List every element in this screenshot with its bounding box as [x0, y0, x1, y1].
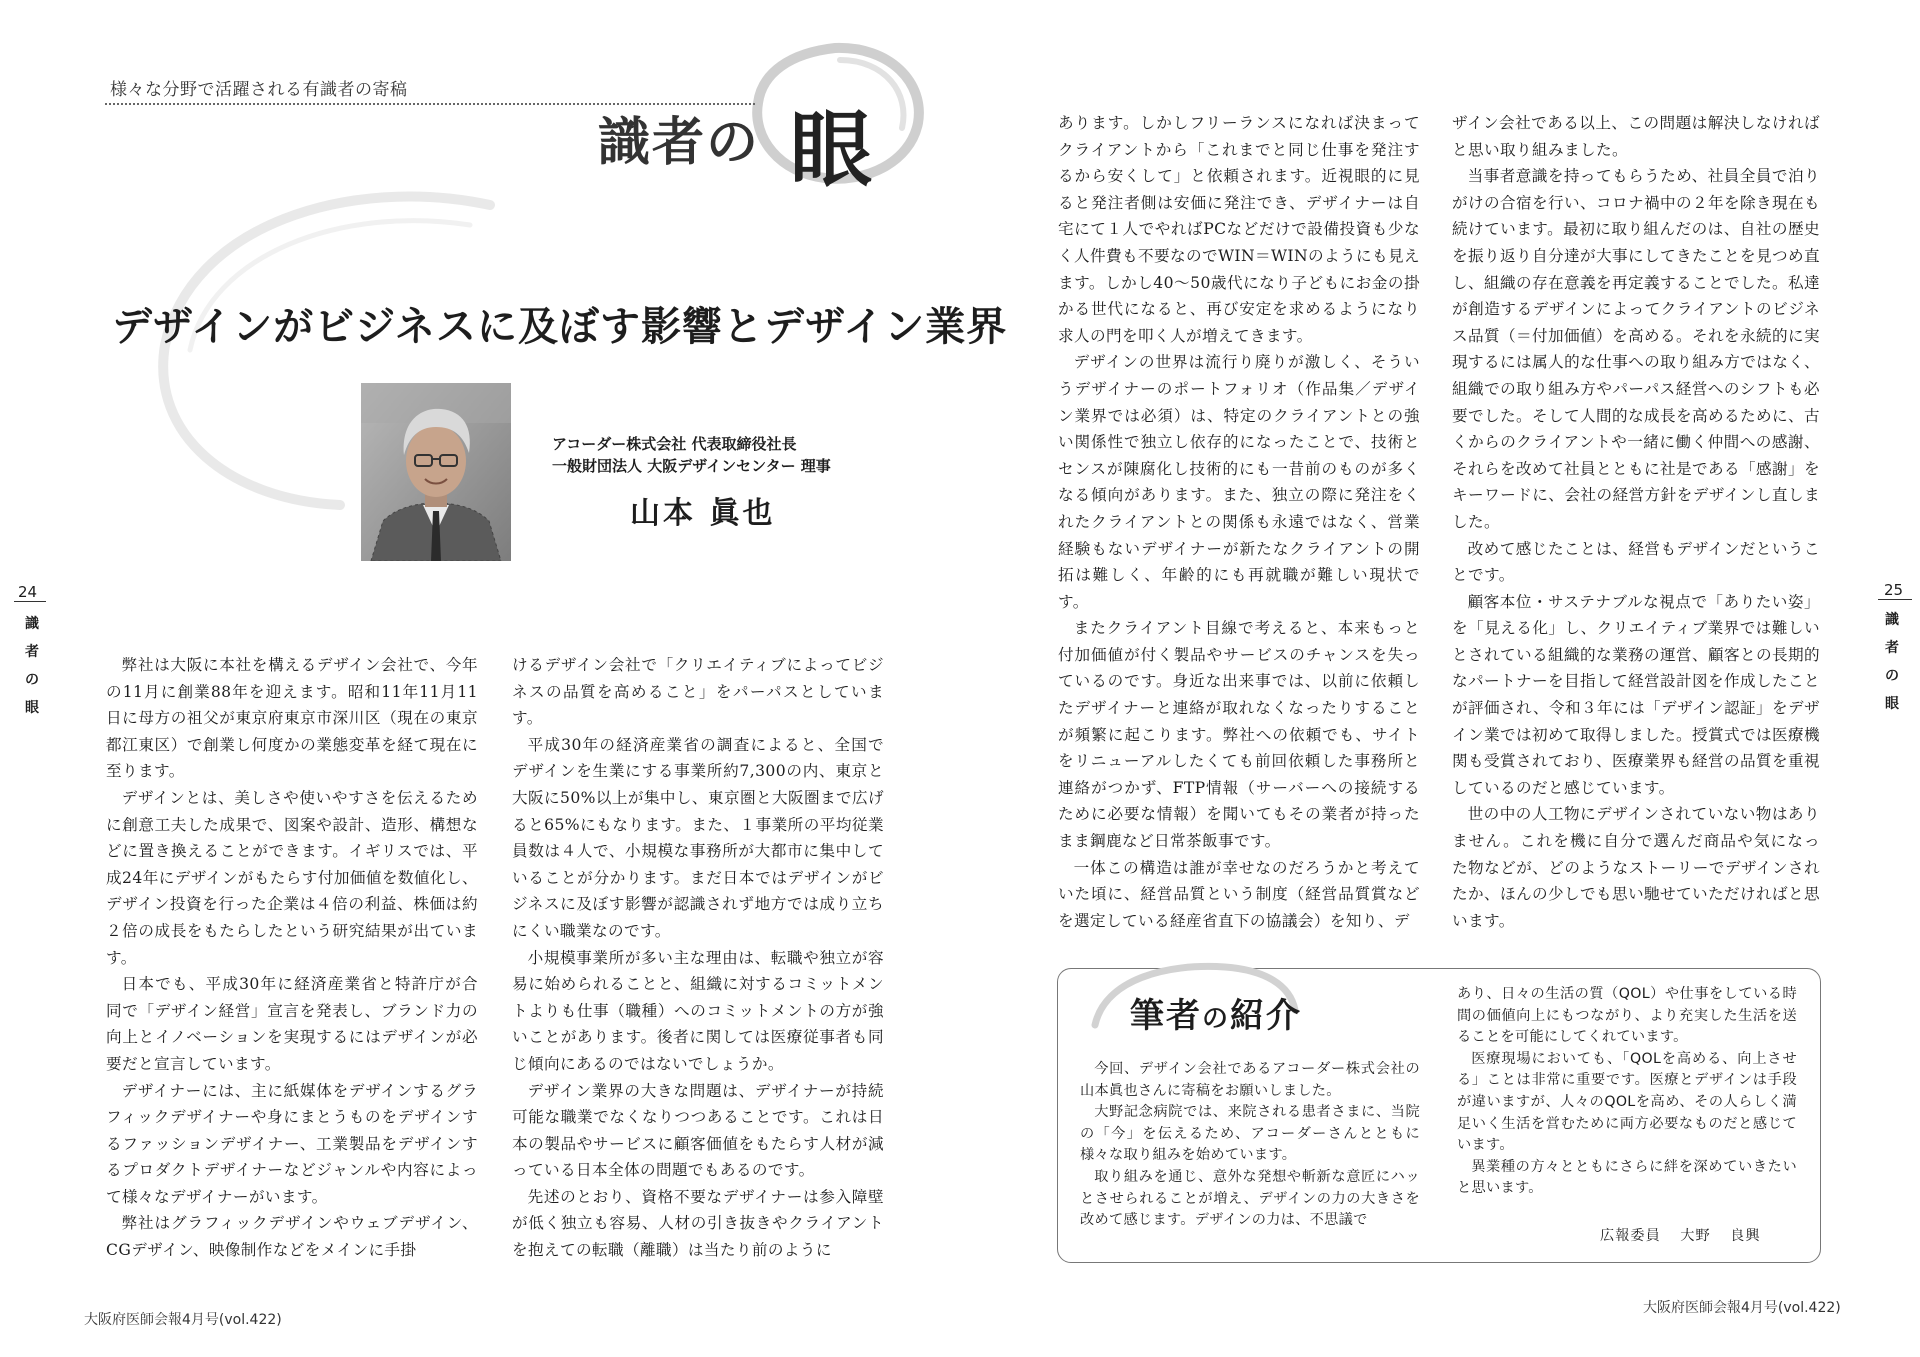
- paragraph: 取り組みを通じ、意外な発想や斬新な意匠にハッとさせられることが増え、デザインの力の大きさを改めて感じます。デザインの力は、不思議で: [1080, 1168, 1420, 1229]
- side-tab-left: [25, 610, 39, 722]
- paragraph: 一体この構造は誰が幸せなのだろうかと考えていた頃に、経営品質という制度（経営品質賞などを選定している経産省直下の協議会）を知り、デ: [1058, 858, 1420, 930]
- side-tab-char: 眼: [1885, 696, 1899, 712]
- paragraph: デザイナーには、主に紙媒体をデザインするグラフィックデザイナーや身にまとうものをデザインするファッションデザイナー、工業製品をデザインするプロダクトデザイナーなどジャンルや内容によって様々なデザイナーがいます。: [106, 1081, 478, 1206]
- paragraph: 医療現場においても、「QOLを高める、向上させる」ことは非常に重要です。医療とデザインは手段が違いますが、人々のQOLを高め、その人らしく満足いく生活を営むために両方必要なものだと感じています。: [1457, 1050, 1797, 1154]
- side-tab-right: [1885, 606, 1899, 718]
- paragraph: 先述のとおり、資格不要なデザイナーは参入障壁が低く独立も容易、人材の引き抜きやクライアントを抱えての転職（離職）は当たり前のように: [512, 1187, 884, 1260]
- footer-left: 大阪府医師会報4月号(vol.422): [84, 1312, 282, 1328]
- paragraph: 弊社はグラフィックデザインやウェブデザイン、CGデザイン、映像制作などをメインに手掛: [106, 1214, 478, 1260]
- side-tab-char: 識: [1885, 612, 1899, 628]
- article-title: デザインがビジネスに及ぼす影響とデザイン業界: [112, 303, 1008, 350]
- side-tab-char: の: [1885, 668, 1899, 684]
- side-tab-rule: [1878, 599, 1912, 600]
- article-column-3: [1058, 110, 1420, 934]
- paragraph: デザイン業界の大きな問題は、デザイナーが持続可能な職業でなくなりつつあることです。これは日本の製品やサービスに顧客価値をもたらす人材が減っている日本全体の問題でもあるのです。: [512, 1081, 884, 1180]
- side-tab-char: 眼: [25, 700, 39, 716]
- author-portrait: [361, 383, 511, 561]
- introduction-column-1: [1080, 1059, 1420, 1232]
- paragraph: 平成30年の経済産業省の調査によると、全国でデザインを生業にする事業所約7,300の内、東京と大阪に50%以上が集中し、東京圏と大阪圏まで広げると65%にもなります。また、１事業所の平均従業員数は４人で、小規模な事務所が大都市に集中していることが分かります。まだ日本ではデザインがビジネスに及ぼす影響が認識されず地方では成り立ちにくい職業なのです。: [512, 735, 884, 940]
- footer-right: 大阪府医師会報4月号(vol.422): [1643, 1300, 1841, 1316]
- paragraph: 当事者意識を持ってもらうため、社員全員で泊りがけの合宿を行い、コロナ禍中の２年を除き現在も続けています。最初に取り組んだのは、自社の歴史を振り返り自分達が大事にしてきたことを見つめ直し、組織の存在意義を再定義することでした。私達が創造するデザインによってクライアントのビジネス品質（＝付加価値）を高める。それを永続的に実現するには属人的な仕事への取り組み方ではなく、組織での取り組み方やパーパス経営へのシフトも必要でした。そして人間的な成長を高めるために、古くからのクライアントや一緒に働く仲間への感謝、それらを改めて社員とともに社是である「感謝」をキーワードに、会社の経営方針をデザインし直しました。: [1452, 167, 1820, 531]
- column-title-eye: 眼: [790, 103, 873, 198]
- article-column-4: [1452, 110, 1820, 934]
- author-name: 山本 眞也: [630, 496, 776, 531]
- side-tab-rule: [14, 601, 46, 602]
- author-affiliation-line: アコーダー株式会社 代表取締役社長: [552, 435, 797, 453]
- introduction-signature: 広報委員 大野 良興: [1600, 1228, 1761, 1244]
- paragraph: 大野記念病院では、来院される患者さまに、当院の「今」を伝えるため、アコーダーさんとともに様々な取り組みを始めています。: [1080, 1104, 1420, 1164]
- article-column-2: [512, 652, 884, 1264]
- paragraph: 小規模事業所が多い主な理由は、転職や独立が容易に始められることと、組織に対するコミットメントよりも仕事（職種）へのコミットメントの方が強いことがあります。後者に関しては医療従事者も同じ傾向にあるのではないでしょうか。: [512, 948, 884, 1073]
- paragraph: 世の中の人工物にデザインされていない物はありません。これを機に自分で選んだ商品や気になった物などが、どのようなストーリーでデザインされたか、ほんの少しでも思い馳せていただければと思います。: [1452, 805, 1820, 930]
- paragraph: デザインとは、美しさや使いやすさを伝えるために創意工夫した成果で、図案や設計、造形、構想などに置き換えることができます。イギリスでは、平成24年にデザインがもたらす付加価値を数値化し、デザイン投資を行った企業は４倍の利益、株価は約２倍の成長をもたらしたという研究結果が出ています。: [106, 788, 478, 967]
- side-tab-char: 者: [25, 644, 39, 660]
- paragraph: 顧客本位・サステナブルな視点で「ありたい姿」を「見える化」し、クリエイティブ業界では難しいとされている組織的な業務の運営、顧客との長期的なパートナーを目指して経営設計図を作成したことが評価され、令和３年には「デザイン認証」をデザイン業では初めて取得しました。授賞式では医療機関も受賞されており、医療業界も経営の品質を重視しているのだと感じています。: [1452, 592, 1820, 797]
- page-number-right: 25: [1884, 581, 1904, 599]
- paragraph: 異業種の方々とともにさらに絆を深めていきたいと思います。: [1457, 1158, 1797, 1197]
- series-label: 様々な分野で活躍される有識者の寄稿: [110, 80, 408, 100]
- paragraph: あり、日々の生活の質（QOL）や仕事をしている時間の価値向上にもつながり、より充実した生活を送ることを可能にしてくれています。: [1457, 986, 1797, 1046]
- introduction-heading-end: 紹介: [1230, 996, 1303, 1036]
- column-title: 識者の: [598, 113, 761, 173]
- paragraph: けるデザイン会社で「クリエイティブによってビジネスの品質を高めること」をパーパスとしています。: [512, 656, 884, 728]
- side-tab-char: 識: [25, 616, 39, 632]
- introduction-heading: [1130, 988, 1302, 1037]
- paragraph: 弊社は大阪に本社を構えるデザイン会社で、今年の11月に創業88年を迎えます。昭和11年11月11日に母方の祖父が東京府東京市深川区（現在の東京都江東区）で創業し何度かの業態変革を経て現在に至ります。: [106, 656, 478, 781]
- page-number-left: 24: [18, 583, 38, 601]
- author-affiliation-line: 一般財団法人 大阪デザインセンター 理事: [552, 457, 831, 475]
- introduction-heading-no: の: [1202, 1004, 1231, 1034]
- paragraph: 日本でも、平成30年に経済産業省と特許庁が合同で「デザイン経営」宣言を発表し、ブランド力の向上とイノベーションを実現するにはデザインが必要だと宣言しています。: [106, 975, 478, 1073]
- side-tab-char: 者: [1885, 640, 1899, 656]
- introduction-column-2: [1457, 984, 1797, 1200]
- paragraph: ザイン会社である以上、この問題は解決しなければと思い取り組みました。: [1452, 114, 1820, 159]
- side-tab-char: の: [25, 672, 39, 688]
- paragraph: デザインの世界は流行り廃りが激しく、そういうデザイナーのポートフォリオ（作品集／デザイン業界では必須）は、特定のクライアントとの強い関係性で独立し依存的になったことで、技術とセンスが陳腐化し技術的にも一昔前のものが多くなる傾向があります。また、独立の際に発注をくれたクライアントとの関係も永遠ではなく、営業経験もないデザイナーが新たなクライアントの開拓は難しく、年齢的にも再就職が難しい現状です。: [1058, 353, 1420, 611]
- paragraph: あります。しかしフリーランスになれば決まってクライアントから「これまでと同じ仕事を発注するから安くして」と依頼されます。近視眼的に見ると発注者側は安価に発注でき、デザイナーは自宅にて１人でやればPCなどだけで設備投資も少なく人件費も不要なのでWIN＝WINのようにも見えます。しかし40～50歳代になり子どもにお金の掛かる世代になると、再び安定を求めるようになり求人の門を叩く人が増えてきます。: [1058, 114, 1420, 345]
- article-column-1: [106, 652, 478, 1264]
- paragraph: 改めて感じたことは、経営もデザインだということです。: [1452, 539, 1820, 585]
- introduction-heading-main: 筆者: [1130, 996, 1202, 1036]
- paragraph: 今回、デザイン会社であるアコーダー株式会社の山本眞也さんに寄稿をお願いしました。: [1080, 1061, 1420, 1099]
- author-affiliation: [552, 433, 882, 477]
- paragraph: またクライアント目線で考えると、本来もっと付加価値が付く製品やサービスのチャンスを失っているのです。身近な出来事では、以前に依頼したデザイナーと連絡が取れなくなったりすることが頻繁に起こります。弊社への依頼でも、サイトをリニューアルしたくても前回依頼した事務所と連絡がつかず、FTP情報（サーバーへの接続するために必要な情報）を聞いてもその業者が持ったまま鋼鹿など日常茶飯事です。: [1058, 619, 1420, 851]
